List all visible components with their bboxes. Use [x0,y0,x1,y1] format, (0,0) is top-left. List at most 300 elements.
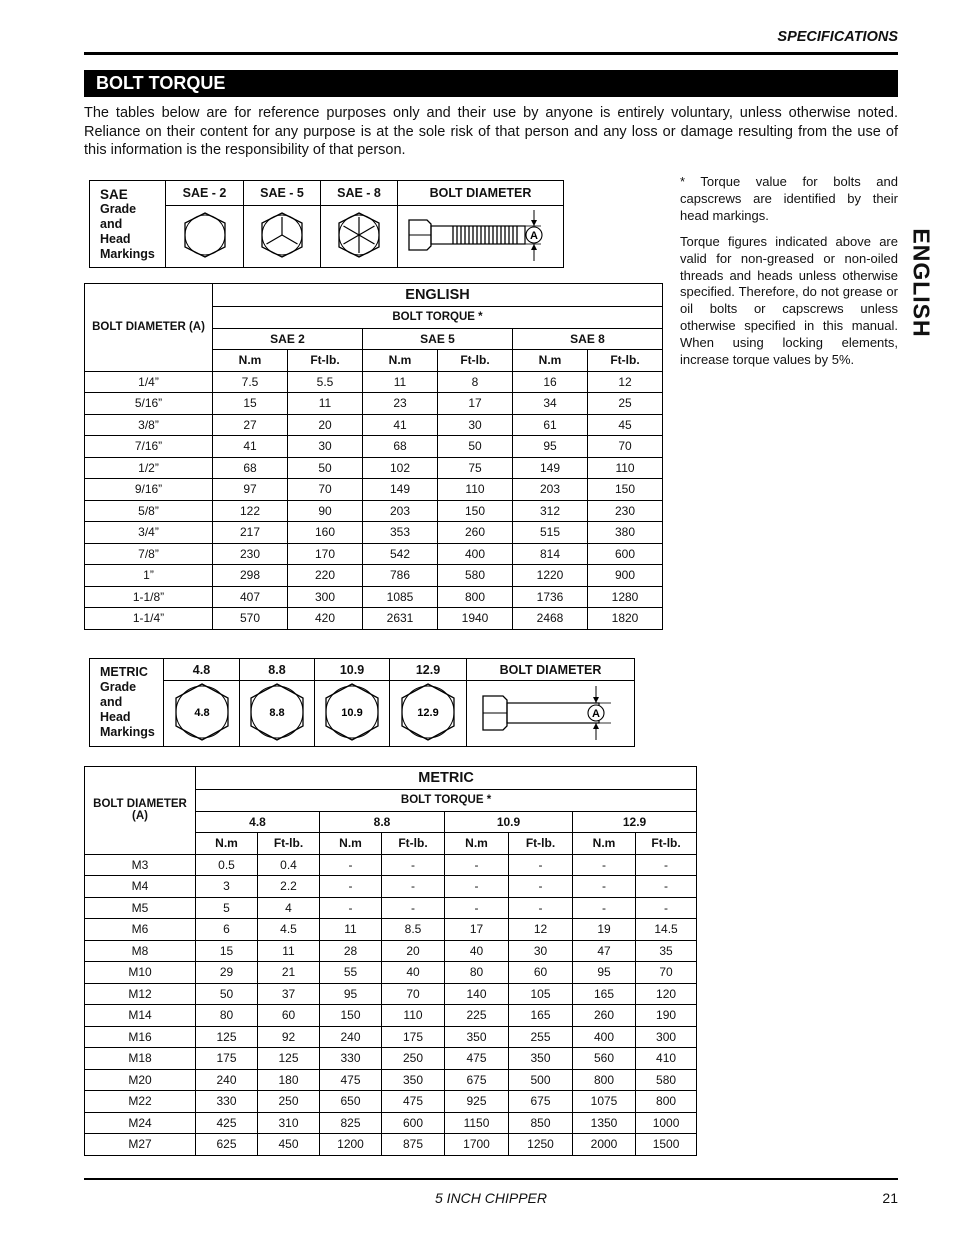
torque-value-cell: 15 [213,393,288,415]
metric-grade-label-line: and [100,695,123,709]
language-tab [896,218,946,348]
torque-value-cell: 875 [382,1134,445,1156]
head-marking-text: 8.8 [269,707,285,719]
torque-value-cell: 30 [438,414,513,436]
torque-value-cell: 28 [320,940,382,962]
torque-value-cell: 407 [213,586,288,608]
bolt-diameter-cell: 1/4” [85,371,213,393]
torque-value-cell: 19 [573,919,636,941]
footer-rule [84,1178,898,1180]
head-marking-text: 10.9 [341,707,363,719]
torque-value-cell: - [573,876,636,898]
torque-value-cell: 220 [288,565,363,587]
torque-value-cell: 50 [288,457,363,479]
torque-value-cell: 27 [213,414,288,436]
metric-8-8-head-marking [240,681,315,747]
torque-value-cell: 102 [363,457,438,479]
sae-grade-column: SAE - 8 [321,181,398,206]
torque-value-cell: 50 [196,983,258,1005]
grade-header: 12.9 [573,811,697,833]
hex-head-icon [396,681,460,743]
unit-header: N.m [573,833,636,855]
torque-value-cell: 800 [573,1069,636,1091]
torque-value-cell: 225 [445,1005,509,1027]
torque-value-cell: 240 [196,1069,258,1091]
bolt-diameter-cell: M20 [85,1069,196,1091]
bolt-diameter-cell: M8 [85,940,196,962]
torque-value-cell: - [509,876,573,898]
metric-grade-label-line: Markings [100,725,155,739]
torque-value-cell: 625 [196,1134,258,1156]
table-row [85,1026,697,1048]
unit-header: Ft-lb. [438,350,513,372]
torque-value-cell: 300 [288,586,363,608]
torque-value-cell: 40 [445,940,509,962]
torque-value-cell: 40 [382,962,445,984]
head-marking-text: 4.8 [193,707,210,719]
unit-header: Ft-lb. [288,350,363,372]
bolt-side-view-icon [401,206,561,264]
bolt-side-view-icon [471,682,631,742]
table-row [85,919,697,941]
unit-header: N.m [320,833,382,855]
bolt-diameter-cell: 5/16” [85,393,213,415]
torque-value-cell: 1220 [513,565,588,587]
torque-value-cell: 7.5 [213,371,288,393]
torque-value-cell: 298 [213,565,288,587]
sae-grade-markings-table [89,180,564,268]
table-row [85,522,663,544]
table-row [85,586,663,608]
torque-value-cell: 120 [636,983,697,1005]
sae-5-head-marking [244,206,321,268]
grade-header: SAE 5 [363,328,513,350]
torque-value-cell: 92 [258,1026,320,1048]
bolt-diameter-diagram [467,681,635,747]
sae-grade-label-line: and [100,216,123,231]
torque-value-cell: 11 [320,919,382,941]
torque-value-cell: 150 [438,500,513,522]
header-rule [84,52,898,55]
torque-value-cell: 11 [363,371,438,393]
torque-value-cell: 175 [382,1026,445,1048]
torque-value-cell: 17 [438,393,513,415]
metric-grade-label-line: METRIC [100,665,148,679]
torque-value-cell: 410 [636,1048,697,1070]
torque-value-cell: 353 [363,522,438,544]
table-row [85,457,663,479]
table-row [85,393,663,415]
grade-header: 4.8 [196,811,320,833]
torque-value-cell: 60 [258,1005,320,1027]
table-row [85,962,697,984]
table-row [85,897,697,919]
torque-value-cell: 675 [445,1069,509,1091]
torque-value-cell: - [573,854,636,876]
torque-value-cell: 800 [636,1091,697,1113]
unit-header: N.m [445,833,509,855]
torque-value-cell: 35 [636,940,697,962]
torque-value-cell: 70 [382,983,445,1005]
torque-value-cell: 14.5 [636,919,697,941]
table-row [85,371,663,393]
torque-value-cell: - [445,897,509,919]
torque-value-cell: 300 [636,1026,697,1048]
table-row [85,500,663,522]
torque-value-cell: 250 [382,1048,445,1070]
torque-value-cell: 125 [258,1048,320,1070]
table-row [85,608,663,630]
grade-header: SAE 2 [213,328,363,350]
bolt-diameter-diagram [398,206,564,268]
torque-value-cell: 12 [588,371,663,393]
torque-value-cell: 475 [445,1048,509,1070]
torque-value-cell: 240 [320,1026,382,1048]
unit-header: N.m [213,350,288,372]
torque-value-cell: - [445,876,509,898]
bolt-diameter-cell: M5 [85,897,196,919]
intro-paragraph: The tables below are for reference purposes only and their use by anyone is entirely voluntary, unless otherwise noted. Reliance on their content for any purpose is at the sole risk of that person and any loss or damage resulting from the use of this information is the responsibility of that person. [84,105,898,158]
sae-grade-label-line: SAE [100,186,128,202]
table-row [85,565,663,587]
torque-value-cell: 825 [320,1112,382,1134]
unit-header: Ft-lb. [258,833,320,855]
torque-value-cell: 45 [588,414,663,436]
bolt-diameter-cell: M6 [85,919,196,941]
unit-header: Ft-lb. [509,833,573,855]
torque-value-cell: 560 [573,1048,636,1070]
table-row [85,1069,697,1091]
table-row [85,1048,697,1070]
torque-value-cell: 1700 [445,1134,509,1156]
torque-value-cell: 250 [258,1091,320,1113]
english-table-body [85,371,663,629]
metric-grade-label-line: Grade [100,680,137,694]
table-row [85,940,697,962]
hex-head-icon [245,681,309,743]
torque-value-cell: 203 [513,479,588,501]
section-header: SPECIFICATIONS [777,29,898,45]
torque-value-cell: 150 [320,1005,382,1027]
torque-value-cell: 4.5 [258,919,320,941]
torque-value-cell: 105 [509,983,573,1005]
torque-value-cell: 542 [363,543,438,565]
torque-value-cell: 2631 [363,608,438,630]
head-marking-text: 12.9 [417,707,439,719]
torque-value-cell: 21 [258,962,320,984]
torque-value-cell: 312 [513,500,588,522]
hex-head-icon [320,681,384,743]
torque-value-cell: - [382,854,445,876]
torque-value-cell: 425 [196,1112,258,1134]
english-section-title: ENGLISH [213,284,663,307]
unit-header: Ft-lb. [636,833,697,855]
torque-value-cell: 8 [438,371,513,393]
torque-value-cell: 450 [258,1134,320,1156]
torque-value-cell: 140 [445,983,509,1005]
torque-value-cell: 570 [213,608,288,630]
sae-grade-label-line: Head [100,231,131,246]
torque-value-cell: 70 [636,962,697,984]
torque-value-cell: 110 [438,479,513,501]
bolt-diameter-cell: 9/16” [85,479,213,501]
torque-value-cell: 180 [258,1069,320,1091]
hex-head-6-lines-icon [329,208,389,262]
table-row [85,543,663,565]
row-header-bolt-diameter: BOLT DIAMETER (A) [85,284,213,372]
torque-value-cell: 160 [288,522,363,544]
torque-value-cell: 90 [288,500,363,522]
torque-value-cell: 47 [573,940,636,962]
torque-value-cell: 5 [196,897,258,919]
torque-value-cell: 330 [320,1048,382,1070]
grade-header: 10.9 [445,811,573,833]
grade-header: 8.8 [320,811,445,833]
torque-value-cell: 925 [445,1091,509,1113]
torque-value-cell: 15 [196,940,258,962]
bolt-diameter-cell: 7/8” [85,543,213,565]
torque-value-cell: - [509,897,573,919]
hex-head-icon [170,681,234,743]
torque-value-cell: 75 [438,457,513,479]
torque-value-cell: 786 [363,565,438,587]
bolt-diameter-cell: M3 [85,854,196,876]
torque-value-cell: - [636,897,697,919]
torque-value-cell: 122 [213,500,288,522]
torque-value-cell: 1280 [588,586,663,608]
torque-value-cell: 11 [288,393,363,415]
table-row [85,876,697,898]
bolt-torque-header: BOLT TORQUE * [196,790,697,812]
bolt-diameter-cell: M22 [85,1091,196,1113]
metric-grade-markings-table [89,658,635,747]
torque-value-cell: 203 [363,500,438,522]
torque-value-cell: 600 [588,543,663,565]
torque-value-cell: 165 [509,1005,573,1027]
torque-value-cell: 149 [513,457,588,479]
bolt-diameter-cell: 7/16” [85,436,213,458]
torque-value-cell: 1500 [636,1134,697,1156]
torque-value-cell: 0.4 [258,854,320,876]
bolt-diameter-cell: M4 [85,876,196,898]
torque-value-cell: 1075 [573,1091,636,1113]
torque-value-cell: 1085 [363,586,438,608]
bolt-diameter-cell: M10 [85,962,196,984]
torque-value-cell: 380 [588,522,663,544]
sae-grade-label-line: Grade [100,201,137,216]
torque-value-cell: 8.5 [382,919,445,941]
torque-value-cell: 16 [513,371,588,393]
hex-head-3-lines-icon [252,208,312,262]
metric-grade-column: 12.9 [390,659,467,681]
torque-value-cell: 34 [513,393,588,415]
torque-value-cell: 12 [509,919,573,941]
torque-value-cell: 60 [509,962,573,984]
torque-value-cell: 0.5 [196,854,258,876]
bolt-diameter-cell: M16 [85,1026,196,1048]
torque-value-cell: 580 [636,1069,697,1091]
bolt-diameter-header: BOLT DIAMETER [467,659,635,681]
torque-value-cell: 475 [320,1069,382,1091]
torque-validity-note: Torque figures indicated above are valid for non-greased or non-oiled threads and heads unless otherwise specified. Therefore, do not grease or oil bolts or capscrews unless otherwise specified in this manual. When using locking elements, increase torque values by 5%. [680,234,898,367]
metric-grade-column: 10.9 [315,659,390,681]
torque-value-cell: 25 [588,393,663,415]
torque-value-cell: 230 [213,543,288,565]
bolt-torque-header: BOLT TORQUE * [213,307,663,329]
torque-value-cell: - [320,876,382,898]
torque-value-cell: 350 [509,1048,573,1070]
torque-value-cell: 41 [213,436,288,458]
torque-value-cell: - [509,854,573,876]
torque-note: * Torque value for bolts and capscrews are identified by their head markings. [680,174,898,223]
torque-value-cell: 1150 [445,1112,509,1134]
torque-value-cell: 190 [636,1005,697,1027]
torque-value-cell: 110 [588,457,663,479]
torque-value-cell: 61 [513,414,588,436]
torque-value-cell: 29 [196,962,258,984]
unit-header: Ft-lb. [588,350,663,372]
torque-value-cell: 260 [438,522,513,544]
torque-value-cell: - [636,876,697,898]
torque-value-cell: 2468 [513,608,588,630]
torque-value-cell: 23 [363,393,438,415]
torque-value-cell: 350 [445,1026,509,1048]
torque-value-cell: 1350 [573,1112,636,1134]
torque-value-cell: 95 [513,436,588,458]
unit-header: N.m [196,833,258,855]
torque-value-cell: 3 [196,876,258,898]
torque-value-cell: 175 [196,1048,258,1070]
metric-grade-column: 8.8 [240,659,315,681]
bolt-diameter-cell: M24 [85,1112,196,1134]
torque-value-cell: - [573,897,636,919]
metric-4-8-head-marking [164,681,240,747]
torque-value-cell: 125 [196,1026,258,1048]
hex-head-icon [175,208,235,262]
torque-value-cell: 475 [382,1091,445,1113]
torque-value-cell: 110 [382,1005,445,1027]
unit-header: N.m [513,350,588,372]
torque-value-cell: 37 [258,983,320,1005]
metric-10-9-head-marking [315,681,390,747]
torque-value-cell: - [445,854,509,876]
torque-value-cell: 1200 [320,1134,382,1156]
torque-value-cell: 95 [573,962,636,984]
torque-value-cell: 1820 [588,608,663,630]
table-row [85,436,663,458]
torque-value-cell: 170 [288,543,363,565]
metric-table-body [85,854,697,1155]
torque-value-cell: 30 [509,940,573,962]
row-header-line: BOLT DIAMETER [93,798,187,811]
torque-value-cell: 1250 [509,1134,573,1156]
torque-value-cell: 70 [588,436,663,458]
metric-section-title: METRIC [196,767,697,790]
table-row [85,1091,697,1113]
torque-value-cell: 1940 [438,608,513,630]
bolt-diameter-header: BOLT DIAMETER [398,181,564,206]
torque-value-cell: - [636,854,697,876]
torque-value-cell: 70 [288,479,363,501]
bolt-diameter-cell: 1-1/4” [85,608,213,630]
torque-value-cell: 2000 [573,1134,636,1156]
page-title: BOLT TORQUE [96,73,226,93]
torque-value-cell: 850 [509,1112,573,1134]
torque-value-cell: 1736 [513,586,588,608]
table-row [85,1005,697,1027]
torque-value-cell: - [382,876,445,898]
torque-value-cell: 260 [573,1005,636,1027]
torque-value-cell: 330 [196,1091,258,1113]
torque-value-cell: 17 [445,919,509,941]
bolt-diameter-cell: 5/8” [85,500,213,522]
torque-value-cell: 1000 [636,1112,697,1134]
bolt-diameter-cell: M27 [85,1134,196,1156]
metric-grade-column: 4.8 [164,659,240,681]
torque-value-cell: 150 [588,479,663,501]
row-header-line: (A) [132,810,148,823]
torque-value-cell: 20 [288,414,363,436]
torque-value-cell: 11 [258,940,320,962]
torque-value-cell: 350 [382,1069,445,1091]
bolt-diameter-cell: M18 [85,1048,196,1070]
torque-value-cell: 515 [513,522,588,544]
unit-header: Ft-lb. [382,833,445,855]
metric-12-9-head-marking [390,681,467,747]
sae-8-head-marking [321,206,398,268]
torque-value-cell: 80 [445,962,509,984]
table-row [85,414,663,436]
torque-value-cell: 400 [438,543,513,565]
language-tab-label: ENGLISH [908,228,935,338]
page-number: 21 [882,1190,898,1206]
english-bolt-torque-table [84,283,663,630]
page-title-bar [84,70,898,97]
torque-value-cell: 68 [213,457,288,479]
torque-value-cell: 230 [588,500,663,522]
torque-value-cell: 900 [588,565,663,587]
sae-grade-column: SAE - 2 [166,181,244,206]
sae-grade-label-line: Markings [100,246,155,261]
torque-value-cell: 600 [382,1112,445,1134]
torque-value-cell: 5.5 [288,371,363,393]
sae-grade-label [90,181,166,268]
footer-title: 5 INCH CHIPPER [434,1190,548,1206]
torque-value-cell: 800 [438,586,513,608]
torque-value-cell: 675 [509,1091,573,1113]
torque-value-cell: 80 [196,1005,258,1027]
torque-value-cell: 68 [363,436,438,458]
metric-grade-label [90,659,164,747]
torque-value-cell: 149 [363,479,438,501]
unit-header: N.m [363,350,438,372]
metric-bolt-torque-table [84,766,697,1156]
torque-value-cell: 217 [213,522,288,544]
dimension-letter: A [591,708,600,720]
torque-value-cell: - [382,897,445,919]
torque-value-cell: 20 [382,940,445,962]
torque-value-cell: 4 [258,897,320,919]
torque-value-cell: 97 [213,479,288,501]
table-row [85,479,663,501]
table-row [85,983,697,1005]
torque-value-cell: 400 [573,1026,636,1048]
torque-value-cell: - [320,854,382,876]
torque-value-cell: 2.2 [258,876,320,898]
sae-2-head-marking [166,206,244,268]
torque-value-cell: 650 [320,1091,382,1113]
torque-value-cell: 165 [573,983,636,1005]
